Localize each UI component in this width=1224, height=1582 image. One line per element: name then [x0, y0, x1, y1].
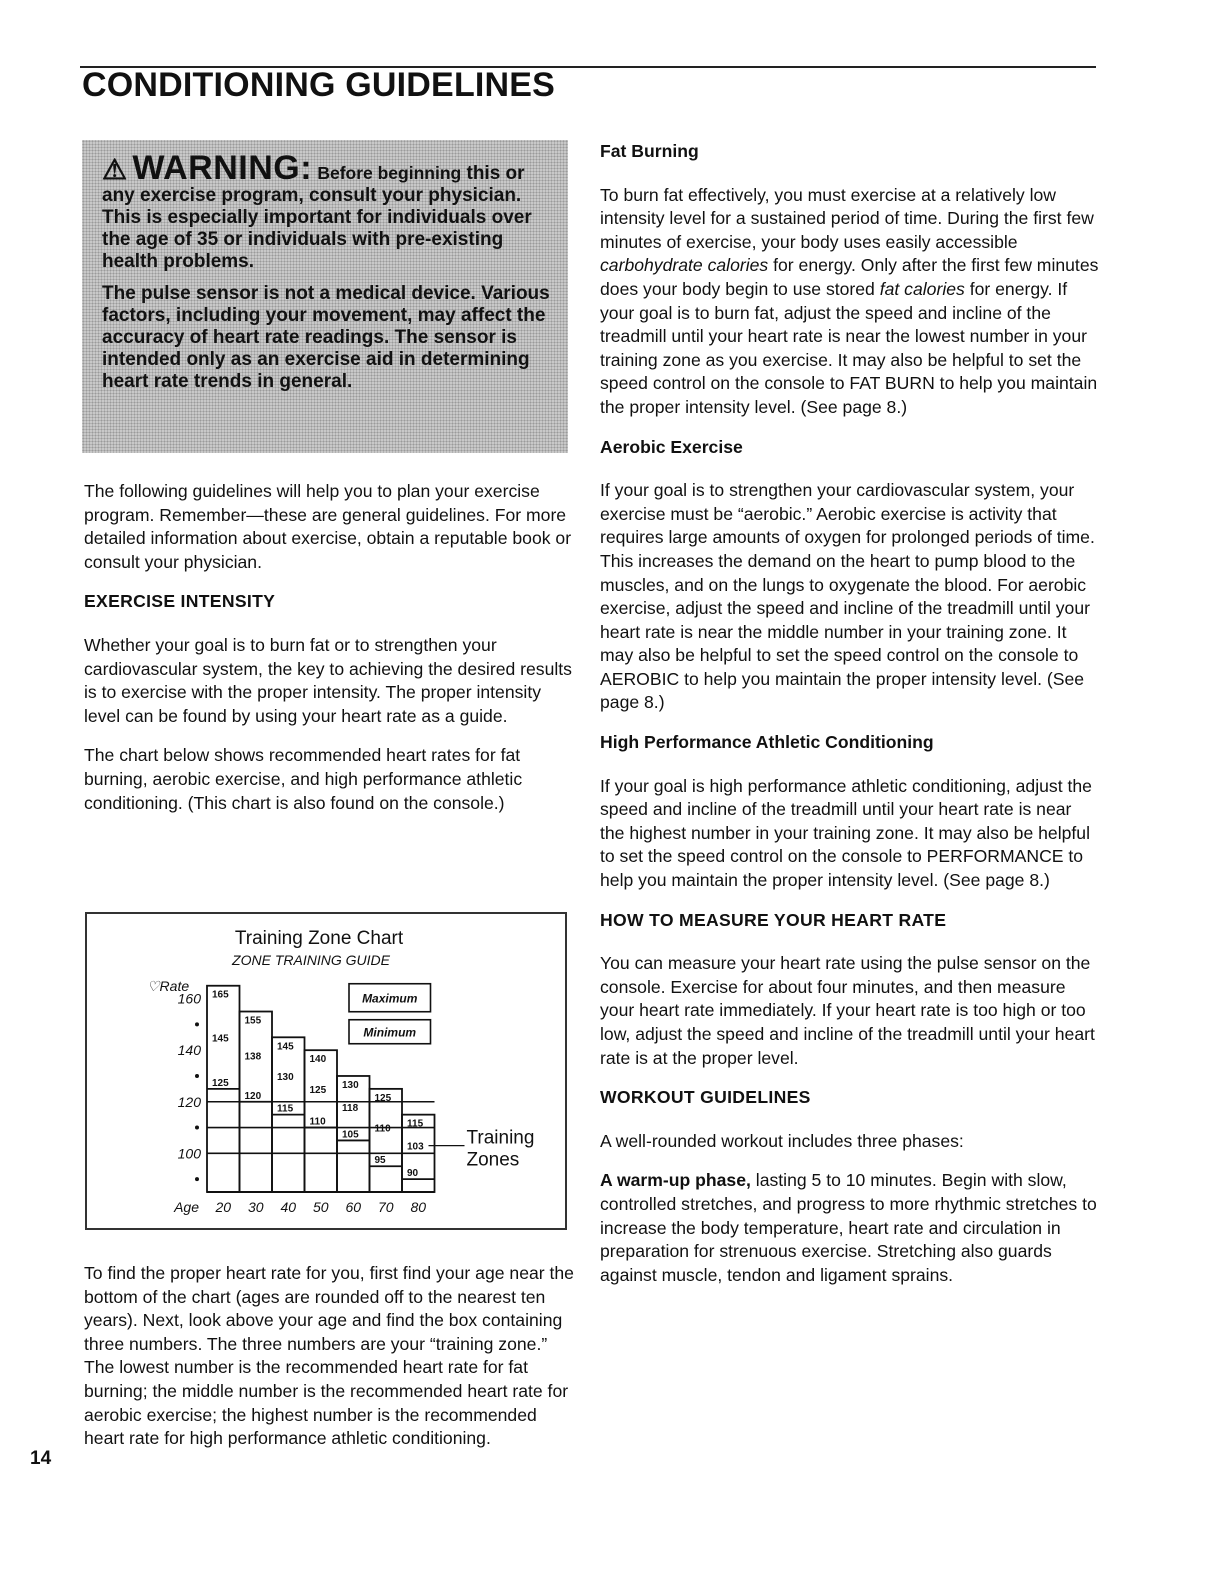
legend-minimum: Minimum	[363, 1025, 417, 1040]
high-performance-paragraph: If your goal is high performance athletic conditioning, adjust the speed and incline of the treadmill until your heart rate is near the highest number in your training zone. It may also be helpful to set the speed control on the console to PERFORMANCE to help you maintain the proper intensity level. (See page 8.)	[600, 775, 1092, 891]
warning-text-2: The pulse sensor is not a medical device. Various factors, including your movement, may affect the accuracy of heart rate readings. The sensor is intended only as an exercise aid in determining heart rate trends in general.	[102, 283, 550, 392]
warmup-text: lasting 5 to 10 minutes. Begin with slow, controlled stretches, and progress to more rhythmic stretches to increase the body temperature, heart rate and circulation in preparation for strenuous exercise. Stretching also guards against muscle, tendon and ligament sprains.	[600, 1170, 1097, 1285]
min-value-label: 120	[244, 1090, 262, 1102]
fat-text-c: for energy. If your goal is to burn fat, adjust the speed and incline of the treadmill until your heart rate is near the lowest number in your training zone as you exercise. It may also be helpful to set the speed control on the console to FAT BURN to help you maintain the proper intensity level. (See page 8.)	[600, 278, 1098, 417]
y-tick-label: 120	[177, 1093, 201, 1110]
min-value-label: 125	[212, 1077, 229, 1089]
fat-emphasis-carb: carbohydrate calories	[600, 255, 769, 276]
mid-value-label: 138	[244, 1051, 262, 1063]
x-axis-label: Age	[174, 1199, 199, 1215]
min-value-label: 95	[374, 1155, 386, 1167]
annotation-line-1: Training	[466, 1127, 535, 1149]
fat-text-a: To burn fat effectively, you must exercise at a relatively low intensity level for a sustained period of time. During the first few minutes of exercise, your body uses easily accessible	[600, 184, 1094, 252]
max-value-label: 145	[277, 1041, 294, 1053]
mid-value-label: 145	[212, 1033, 229, 1045]
min-value-label: 105	[342, 1129, 359, 1141]
mid-value-label: 130	[277, 1071, 294, 1083]
warmup-bold: A warm-up phase,	[600, 1170, 751, 1191]
zone-column	[370, 1089, 403, 1192]
warning-lead: Before beginning	[317, 163, 462, 183]
y-axis-label: ♡Rate	[147, 978, 190, 994]
find-rate-paragraph: To find the proper heart rate for you, first find your age near the bottom of the chart (ages are rounded off to the nearest ten years). Next, look above your age and find the box containing three numbers. The three numbers are your “training zone.” The lowest number is the recommended heart rate for fat burning; the middle number is the recommended heart rate for aerobic exercise; the highest number is the recommended heart rate for high performance athletic conditioning.	[84, 1263, 574, 1449]
max-value-label: 165	[212, 989, 229, 1001]
chart-subtitle: ZONE TRAINING GUIDE	[232, 952, 390, 968]
right-column	[600, 140, 1100, 1303]
min-value-label: 90	[407, 1168, 419, 1180]
mid-value-label: 118	[342, 1102, 359, 1114]
y-tick-label: 100	[177, 1145, 201, 1162]
left-column-bottom	[84, 1262, 574, 1467]
max-value-label: 140	[309, 1054, 327, 1066]
y-tick-dot	[195, 1022, 199, 1026]
intensity-paragraph-1: Whether your goal is to burn fat or to strengthen your cardiovascular system, the key to achieving the desired results is to exercise with the proper intensity. The proper intensity level can be found by using your heart rate as a guide.	[84, 634, 572, 726]
aerobic-heading: Aerobic Exercise	[600, 436, 743, 457]
measure-paragraph: You can measure your heart rate using the pulse sensor on the console. Exercise for about four minutes, and then measure your heart rate immediately. If your heart rate is too high or too low, adjust the speed and incline of the treadmill until your heart rate is at the proper level.	[600, 953, 1095, 1068]
x-tick-label: 80	[410, 1199, 427, 1215]
min-value-label: 115	[277, 1103, 294, 1115]
max-value-label: 130	[342, 1079, 359, 1091]
fat-emphasis-fat: fat calories	[879, 278, 965, 299]
y-tick-dot	[195, 1074, 199, 1078]
warning-label: WARNING:	[132, 149, 313, 187]
high-performance-heading: High Performance Athletic Conditioning	[600, 732, 934, 753]
y-tick-label: 140	[177, 1042, 201, 1059]
max-value-label: 125	[374, 1092, 392, 1104]
workout-intro: A well-rounded workout includes three phases:	[600, 1130, 964, 1151]
fat-burning-paragraph	[600, 184, 1100, 420]
x-tick-label: 60	[345, 1199, 362, 1215]
workout-guidelines-heading: WORKOUT GUIDELINES	[600, 1087, 811, 1108]
x-tick-label: 50	[312, 1199, 329, 1215]
warning-triangle-icon: ⚠	[102, 154, 128, 185]
measure-heart-rate-heading: HOW TO MEASURE YOUR HEART RATE	[600, 909, 947, 930]
chart-svg	[87, 914, 565, 1228]
page-title: CONDITIONING GUIDELINES	[82, 66, 556, 104]
mid-value-label: 103	[407, 1141, 424, 1153]
legend-maximum: Maximum	[362, 991, 418, 1006]
intro-paragraph: The following guidelines will help you to plan your exercise program. Remember—these are general guidelines. For more detailed information about exercise, obtain a reputable book or consult your physician.	[84, 481, 572, 572]
aerobic-paragraph: If your goal is to strengthen your cardiovascular system, your exercise must be “aerobic.” Aerobic exercise is activity that requires large amounts of oxygen for prolonged periods of time. This increases the demand on the heart to pump blood to the muscles, and on the lungs to oxygenate the blood. For aerobic exercise, adjust the speed and incline of the treadmill until your heart rate is near the middle number in your training zone. It may also be helpful to set the speed control on the console to AEROBIC to help you maintain the proper intensity level. (See page 8.)	[600, 480, 1095, 713]
mid-value-label: 110	[374, 1123, 391, 1135]
mid-value-label: 125	[309, 1084, 327, 1096]
annotation-line-2: Zones	[466, 1149, 520, 1171]
x-tick-label: 70	[377, 1199, 394, 1215]
fat-burning-heading: Fat Burning	[600, 141, 699, 161]
max-value-label: 115	[407, 1118, 424, 1130]
x-tick-label: 20	[215, 1199, 232, 1215]
intensity-paragraph-2: The chart below shows recommended heart rates for fat burning, aerobic exercise, and high performance athletic conditioning. (This chart is also found on the console.)	[84, 745, 523, 813]
warmup-paragraph	[600, 1169, 1100, 1287]
left-column-top	[84, 480, 574, 831]
y-tick-dot	[195, 1126, 199, 1130]
chart-title: Training Zone Chart	[234, 928, 404, 949]
training-zone-chart	[85, 912, 567, 1230]
fat-text-b: for energy. Only after the first few minutes does your body begin to use stored	[600, 255, 1099, 299]
max-value-label: 155	[244, 1015, 262, 1027]
y-tick-label: 160	[177, 990, 201, 1007]
y-tick-dot	[195, 1177, 199, 1181]
page-number: 14	[30, 1448, 52, 1469]
x-tick-label: 30	[247, 1199, 264, 1215]
exercise-intensity-heading: EXERCISE INTENSITY	[84, 591, 276, 612]
x-tick-label: 40	[280, 1199, 297, 1215]
min-value-label: 110	[309, 1116, 326, 1128]
warning-text-1: this or any exercise program, consult your physician. This is especially important for individuals over the age of 35 or individuals with pre-existing health problems.	[102, 163, 532, 272]
warning-box	[82, 140, 568, 453]
